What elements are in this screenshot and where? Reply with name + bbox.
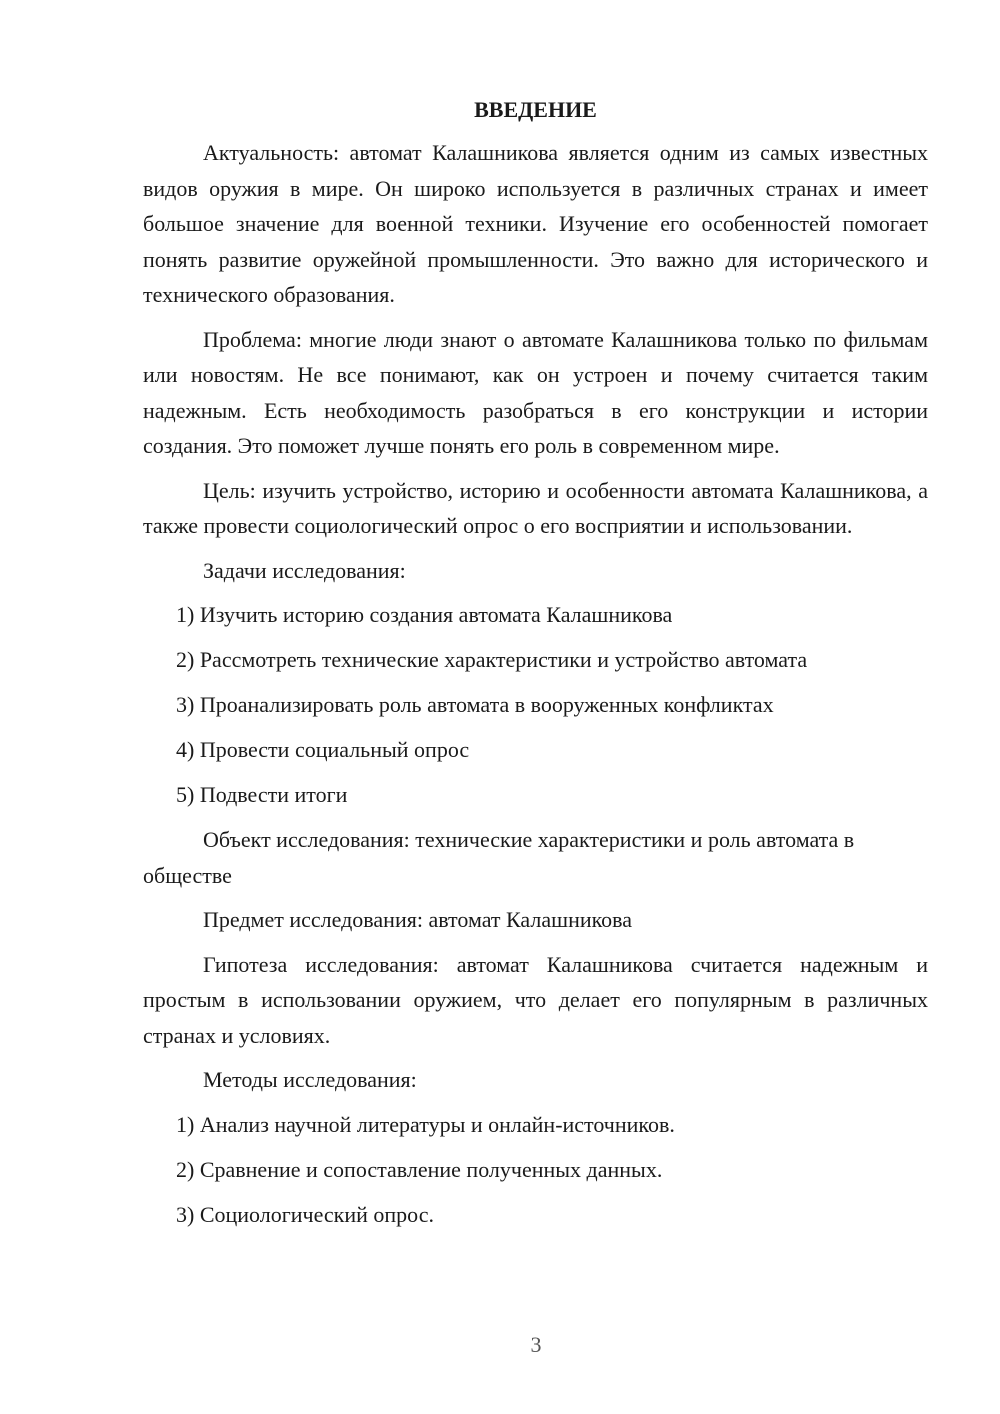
page-title: ВВЕДЕНИЕ	[474, 97, 597, 122]
task-item-4: 4) Провести социальный опрос	[176, 737, 470, 762]
task-item-3: 3) Проанализировать роль автомата в вооруженных конфликтах	[176, 692, 774, 717]
task-item-1: 1) Изучить историю создания автомата Калашникова	[176, 602, 673, 627]
method-item-2: 2) Сравнение и сопоставление полученных данных.	[176, 1156, 663, 1182]
relevance-paragraph: Актуальность: автомат Калашникова является одним из самых известных видов оружия в мире. Он широко используется в различных странах и имеет большое значение для военной техники. Изучение его особенностей помогает понять развитие оружейной промышленности. Это важно для исторического и технического образования.	[143, 140, 928, 307]
page-number: 3	[530, 1332, 542, 1357]
tasks-heading: Задачи исследования:	[203, 557, 406, 583]
object-paragraph: Объект исследования: технические характеристики и роль автомата в обществе	[143, 827, 855, 888]
task-item-5: 5) Подвести итоги	[176, 782, 348, 807]
goal-paragraph: Цель: изучить устройство, историю и особенности автомата Калашникова, а также провести социологический опрос о его восприятии и использовании.	[143, 477, 928, 538]
task-item-2: 2) Рассмотреть технические характеристики и устройство автомата	[176, 647, 808, 672]
method-item-1: 1) Анализ научной литературы и онлайн-источников.	[176, 1111, 675, 1137]
document-page	[143, 92, 928, 1242]
methods-heading: Методы исследования:	[203, 1067, 417, 1092]
hypothesis-paragraph: Гипотеза исследования: автомат Калашникова считается надежным и простым в использовании оружием, что делает его популярным в различных странах и условиях.	[143, 951, 928, 1048]
method-item-3: 3) Социологический опрос.	[176, 1201, 434, 1227]
problem-paragraph: Проблема: многие люди знают о автомате Калашникова только по фильмам или новостям. Не все понимают, как он устроен и почему считается таким надежным. Есть необходимость разобраться в его конструкции и истории создания. Это поможет лучше понять его роль в современном мире.	[143, 326, 928, 458]
subject-paragraph: Предмет исследования: автомат Калашникова	[203, 907, 633, 932]
